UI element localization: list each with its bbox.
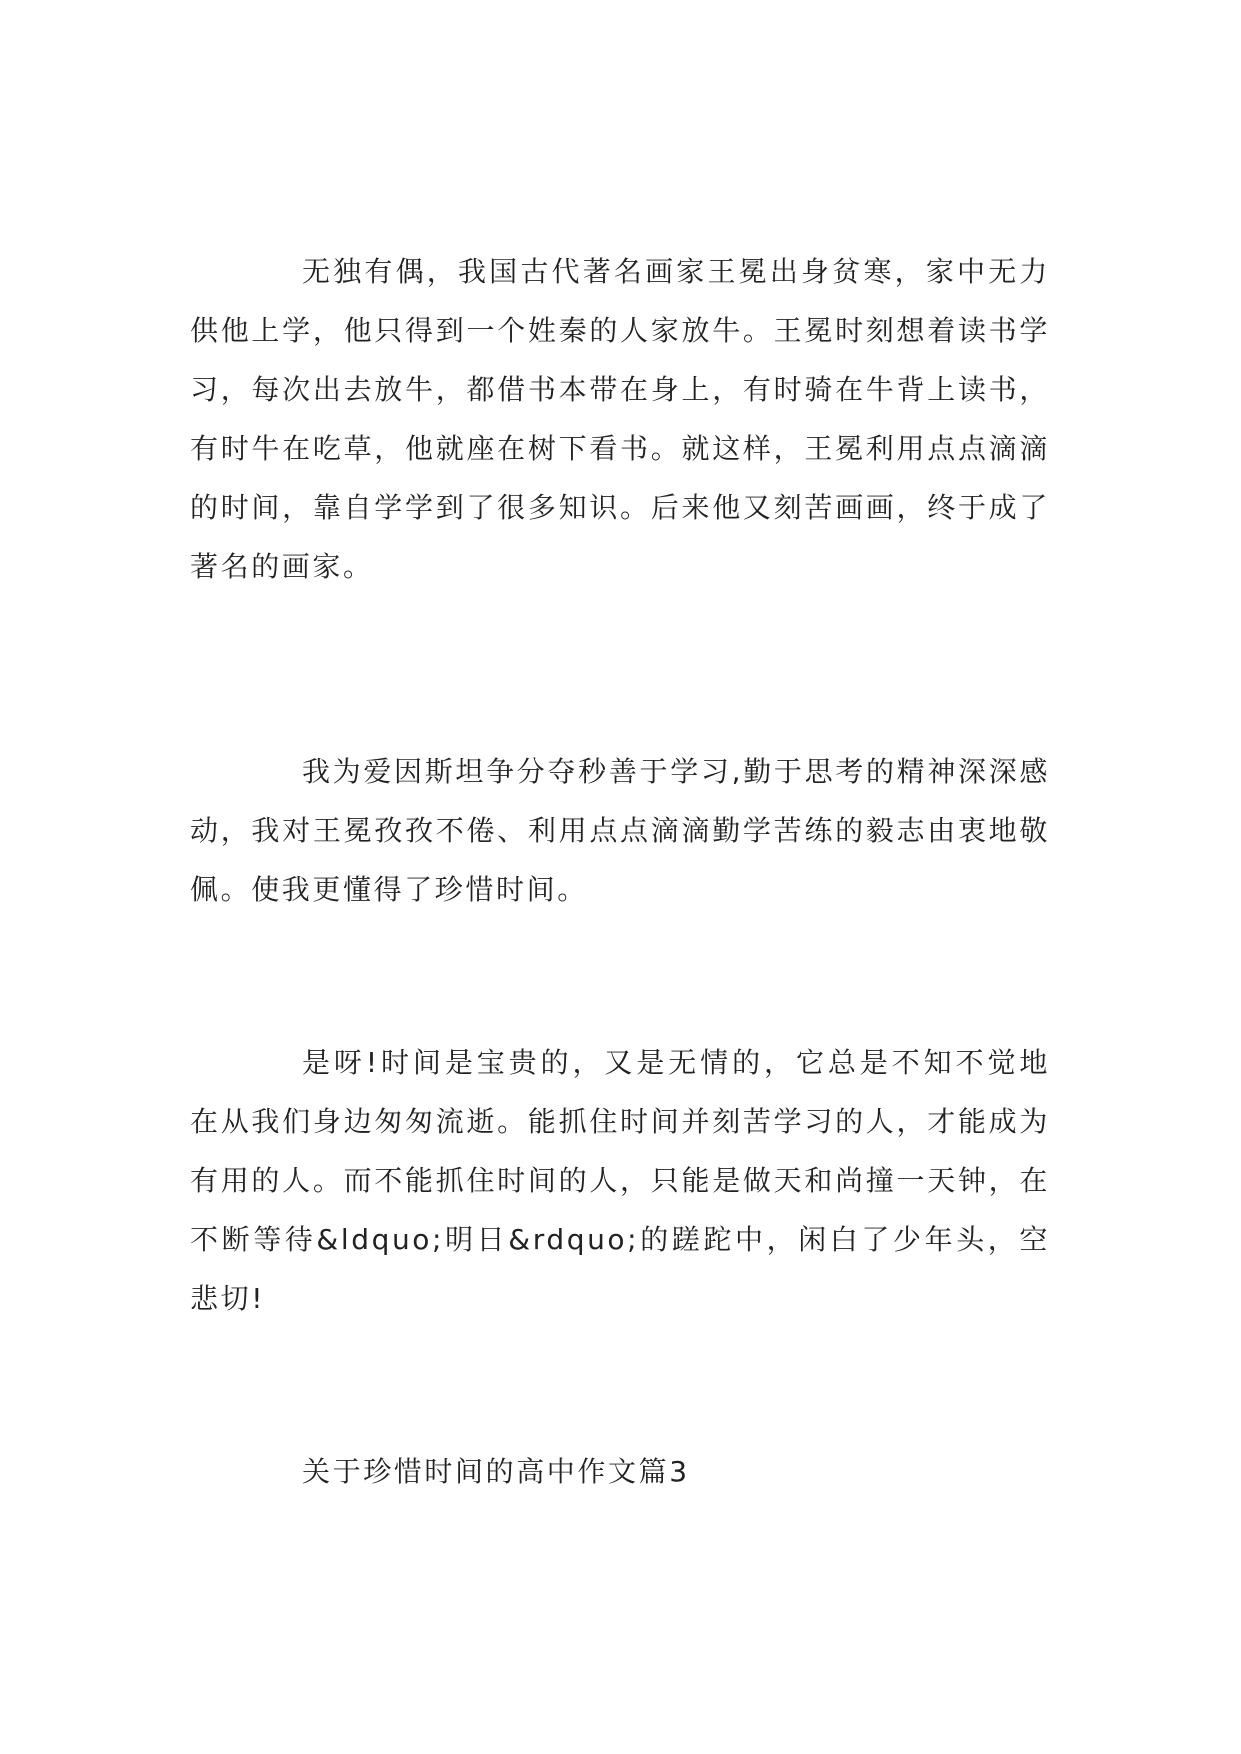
paragraph-conclusion: 是呀!时间是宝贵的，又是无情的，它总是不知不觉地在从我们身边匆匆流逝。能抓住时间并刻苦学习的人，才能成为有用的人。而不能抓住时间的人，只能是做天和尚撞一天钟，在不断等待&ldquo;明日&rdquo;的蹉跎中，闲白了少年头，空悲切! [190, 1046, 1050, 1315]
section-heading: 关于珍惜时间的高中作文篇3 [302, 1455, 690, 1488]
paragraph-reflection: 我为爱因斯坦争分夺秒善于学习,勤于思考的精神深深感动，我对王冕孜孜不倦、利用点点滴滴勤学苦练的毅志由衷地敬佩。使我更懂得了珍惜时间。 [190, 755, 1050, 906]
paragraph-wang-mian: 无独有偶，我国古代著名画家王冕出身贫寒，家中无力供他上学，他只得到一个姓秦的人家放牛。王冕时刻想着读书学习，每次出去放牛，都借书本带在身上，有时骑在牛背上读书，有时牛在吃草，他就座在树下看书。就这样，王冕利用点点滴滴的时间，靠自学学到了很多知识。后来他又刻苦画画，终于成了著名的画家。 [190, 255, 1050, 583]
